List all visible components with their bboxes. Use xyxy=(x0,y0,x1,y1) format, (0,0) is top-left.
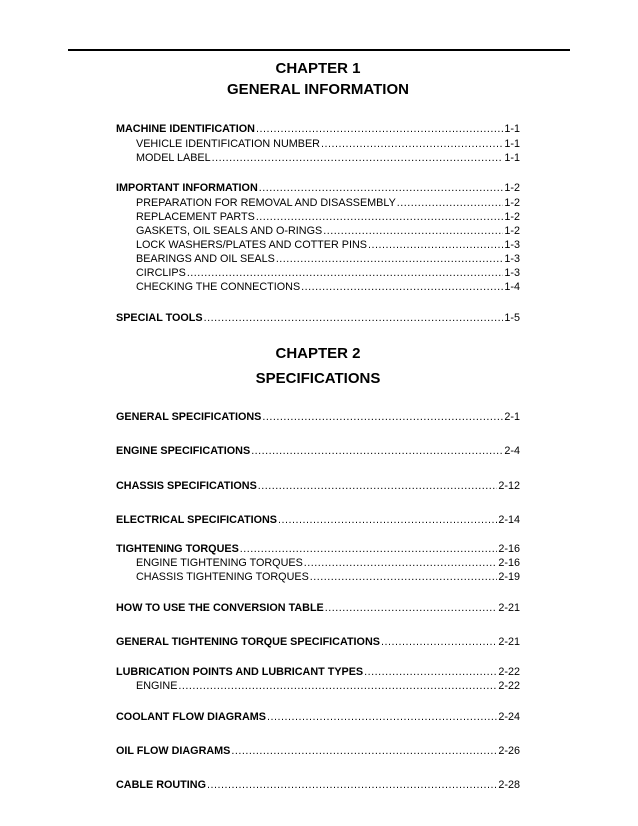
toc-entry-page: 2-4 xyxy=(504,445,520,457)
dot-leader xyxy=(256,210,504,224)
dot-leader xyxy=(204,311,504,325)
toc-entry-page: 2-21 xyxy=(498,636,520,648)
toc-entry-label: IMPORTANT INFORMATION xyxy=(116,182,258,194)
toc-entry[interactable] xyxy=(136,151,520,165)
toc-entry[interactable] xyxy=(136,224,520,238)
toc-entry[interactable] xyxy=(116,665,520,679)
toc-entry-label: VEHICLE IDENTIFICATION NUMBER xyxy=(136,138,320,150)
toc-entry-page: 1-4 xyxy=(504,281,520,293)
toc-entry-label: CHASSIS SPECIFICATIONS xyxy=(116,480,257,492)
toc-entry-label: GENERAL SPECIFICATIONS xyxy=(116,411,262,423)
toc-entry-label: GENERAL TIGHTENING TORQUE SPECIFICATIONS xyxy=(116,636,380,648)
toc-entry-label: CHASSIS TIGHTENING TORQUES xyxy=(136,571,309,583)
toc-entry[interactable] xyxy=(116,601,520,615)
dot-leader xyxy=(187,266,504,280)
toc-entry-page: 1-2 xyxy=(504,182,520,194)
toc-entry[interactable] xyxy=(116,635,520,649)
dot-leader xyxy=(397,196,504,210)
dot-leader xyxy=(364,665,497,679)
toc-entry-page: 1-3 xyxy=(504,253,520,265)
toc-entry[interactable] xyxy=(116,444,520,458)
toc-entry[interactable] xyxy=(136,266,520,280)
toc-entry-page: 2-22 xyxy=(498,666,520,678)
toc-entry-label: CIRCLIPS xyxy=(136,267,186,279)
dot-leader xyxy=(178,679,497,693)
toc-entry-page: 2-24 xyxy=(498,711,520,723)
toc-entry-label: OIL FLOW DIAGRAMS xyxy=(116,745,231,757)
toc-entry[interactable] xyxy=(116,122,520,136)
toc-entry[interactable] xyxy=(116,778,520,792)
toc-entry[interactable] xyxy=(116,181,520,195)
dot-leader xyxy=(381,635,497,649)
toc-entry-label: ENGINE SPECIFICATIONS xyxy=(116,445,251,457)
toc-entry[interactable] xyxy=(116,744,520,758)
toc-entry[interactable] xyxy=(136,570,520,584)
dot-leader xyxy=(278,513,497,527)
chapter2-title: SPECIFICATIONS xyxy=(255,370,381,387)
toc-entry[interactable] xyxy=(116,513,520,527)
dot-leader xyxy=(212,151,504,165)
toc-entry[interactable] xyxy=(136,280,520,294)
dot-leader xyxy=(310,570,498,584)
toc-entry[interactable] xyxy=(136,556,520,570)
toc-entry-page: 1-1 xyxy=(504,123,520,135)
toc-entry-page: 2-21 xyxy=(498,602,520,614)
toc-entry-page: 1-3 xyxy=(504,239,520,251)
toc-entry-label: CABLE ROUTING xyxy=(116,779,206,791)
dot-leader xyxy=(276,252,504,266)
toc-entry-page: 2-22 xyxy=(498,680,520,692)
toc-entry[interactable] xyxy=(116,479,520,493)
dot-leader xyxy=(258,479,498,493)
toc-entry[interactable] xyxy=(116,311,520,325)
toc-entry-page: 1-5 xyxy=(504,312,520,324)
dot-leader xyxy=(259,181,504,195)
toc-entry[interactable] xyxy=(136,196,520,210)
toc-entry-label: ELECTRICAL SPECIFICATIONS xyxy=(116,514,277,526)
toc-entry-label: HOW TO USE THE CONVERSION TABLE xyxy=(116,602,324,614)
dot-leader xyxy=(256,122,503,136)
toc-entry-label: REPLACEMENT PARTS xyxy=(136,211,255,223)
toc-entry-label: ENGINE TIGHTENING TORQUES xyxy=(136,557,303,569)
toc-entry-label: SPECIAL TOOLS xyxy=(116,312,203,324)
toc-entry[interactable] xyxy=(116,542,520,556)
dot-leader xyxy=(301,280,503,294)
toc-entry-label: ENGINE xyxy=(136,680,178,692)
toc-entry-label: MODEL LABEL xyxy=(136,152,211,164)
chapter1-heading: CHAPTER 1 xyxy=(275,60,361,77)
dot-leader xyxy=(321,137,503,151)
toc-entry[interactable] xyxy=(136,679,520,693)
toc-entry-label: CHECKING THE CONNECTIONS xyxy=(136,281,301,293)
toc-entry-page: 2-16 xyxy=(498,557,520,569)
toc-entry-page: 2-14 xyxy=(498,514,520,526)
toc-entry-page: 2-16 xyxy=(498,543,520,555)
dot-leader xyxy=(207,778,497,792)
dot-leader xyxy=(304,556,498,570)
dot-leader xyxy=(262,410,503,424)
toc-entry-label: LUBRICATION POINTS AND LUBRICANT TYPES xyxy=(116,666,364,678)
toc-entry-label: TIGHTENING TORQUES xyxy=(116,543,239,555)
toc-entry-label: GASKETS, OIL SEALS AND O-RINGS xyxy=(136,225,323,237)
toc-entry-page: 2-19 xyxy=(498,571,520,583)
chapter1-title: GENERAL INFORMATION xyxy=(227,81,409,98)
toc-entry-page: 2-28 xyxy=(498,779,520,791)
dot-leader xyxy=(240,542,498,556)
toc-entry[interactable] xyxy=(136,210,520,224)
toc-entry-label: LOCK WASHERS/PLATES AND COTTER PINS xyxy=(136,239,367,251)
toc-entry[interactable] xyxy=(136,252,520,266)
toc-entry-page: 1-3 xyxy=(504,267,520,279)
toc-entry-page: 2-26 xyxy=(498,745,520,757)
toc-entry[interactable] xyxy=(116,410,520,424)
dot-leader xyxy=(267,710,497,724)
toc-entry[interactable] xyxy=(116,710,520,724)
toc-entry-page: 1-2 xyxy=(504,211,520,223)
chapter2-heading: CHAPTER 2 xyxy=(275,345,361,362)
toc-entry-page: 1-2 xyxy=(504,225,520,237)
dot-leader xyxy=(325,601,498,615)
toc-entry-page: 1-1 xyxy=(504,152,520,164)
top-rule xyxy=(68,49,570,51)
toc-entry-page: 2-1 xyxy=(504,411,520,423)
dot-leader xyxy=(231,744,497,758)
toc-entry-page: 2-12 xyxy=(498,480,520,492)
dot-leader xyxy=(251,444,503,458)
toc-entry[interactable] xyxy=(136,238,520,252)
dot-leader xyxy=(323,224,503,238)
toc-entry-page: 1-2 xyxy=(504,197,520,209)
toc-entry-page: 1-1 xyxy=(504,138,520,150)
toc-entry-label: MACHINE IDENTIFICATION xyxy=(116,123,255,135)
toc-entry-label: PREPARATION FOR REMOVAL AND DISASSEMBLY xyxy=(136,197,396,209)
dot-leader xyxy=(368,238,503,252)
toc-entry-label: COOLANT FLOW DIAGRAMS xyxy=(116,711,266,723)
toc-entry-label: BEARINGS AND OIL SEALS xyxy=(136,253,275,265)
toc-entry[interactable] xyxy=(136,137,520,151)
